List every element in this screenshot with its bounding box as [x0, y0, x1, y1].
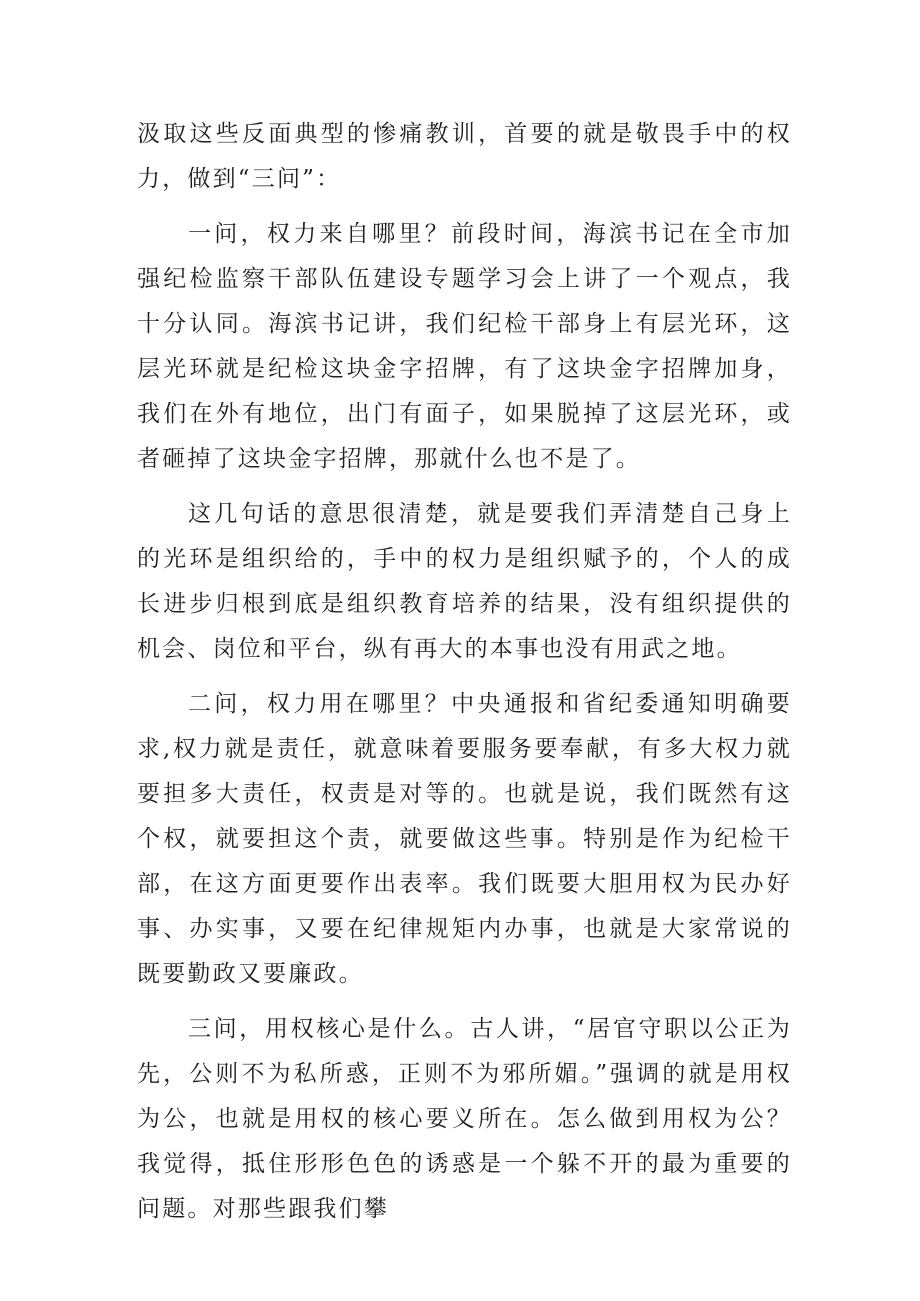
document-body	[137, 112, 792, 1242]
paragraph-4: 二问，权力用在哪里？中央通报和省纪委通知明确要求,权力就是责任，就意味着要服务要奉献，有多大权力就要担多大责任，权责是对等的。也就是说，我们既然有这个权，就要担这个责，就要做这些事。特别是作为纪检干部，在这方面更要作出表率。我们既要大胆用权为民办好事、办实事，又要在纪律规矩内办事，也就是大家常说的既要勤政又要廉政。	[137, 691, 792, 987]
paragraph-2: 一问，权力来自哪里？前段时间，海滨书记在全市加强纪检监察干部队伍建设专题学习会上讲了一个观点，我十分认同。海滨书记讲，我们纪检干部身上有层光环，这层光环就是纪检这块金字招牌，有了这块金字招牌加身，我们在外有地位，出门有面子，如果脱掉了这层光环，或者砸掉了这块金字招牌，那就什么也不是了。	[137, 221, 792, 472]
paragraph-1: 汲取这些反面典型的惨痛教训，首要的就是敬畏手中的权力，做到“三问”：	[137, 121, 792, 192]
paragraph-5: 三问，用权核心是什么。古人讲，“居官守职以公正为先，公则不为私所惑，正则不为邪所媚。”强调的就是用权为公，也就是用权的核心要义所在。怎么做到用权为公？我觉得，抵住形形色色的诱惑是一个躲不开的最为重要的问题。对那些跟我们攀	[137, 1016, 792, 1222]
paragraph-3: 这几句话的意思很清楚，就是要我们弄清楚自己身上的光环是组织给的，手中的权力是组织赋予的，个人的成长进步归根到底是组织教育培养的结果，没有组织提供的机会、岗位和平台，纵有再大的本事也没有用武之地。	[137, 501, 792, 662]
